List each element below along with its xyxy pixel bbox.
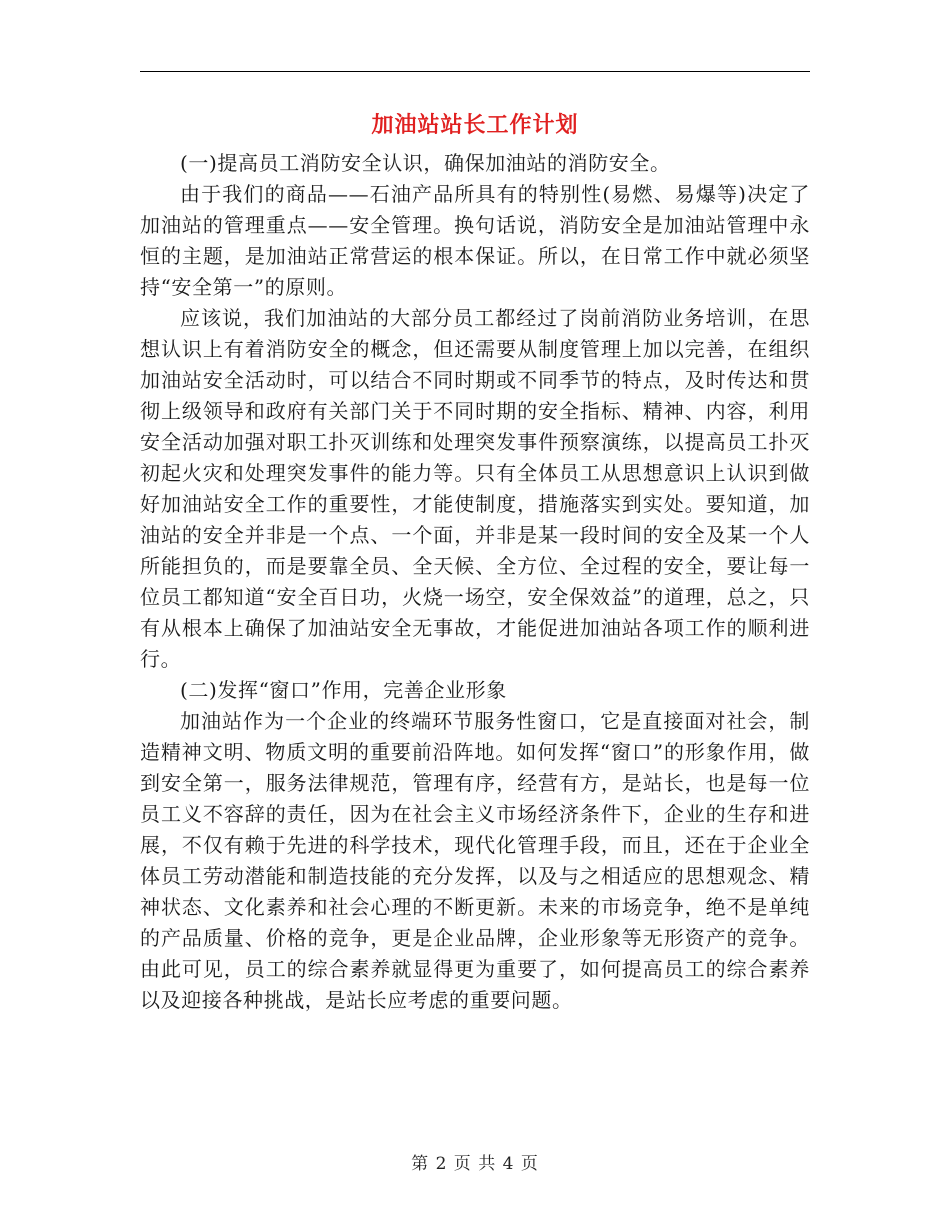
paragraph-section-2-heading: (二)发挥“窗口”作用，完善企业形象 xyxy=(180,678,507,702)
document-body xyxy=(140,148,810,1016)
paragraph-section-1-heading: (一)提高员工消防安全认识，确保加油站的消防安全。 xyxy=(180,151,671,175)
header-rule xyxy=(140,71,810,72)
paragraph-fire-safety-importance: 由于我们的商品——石油产品所具有的特别性(易燃、易爆等)决定了加油站的管理重点——安全管理。换句话说，消防安全是加油站管理中永恒的主题，是加油站正常营运的根本保证。所以，在日常工作中就必须坚持“安全第一”的原则。 xyxy=(140,182,810,299)
document-title: 加油站站长工作计划 xyxy=(371,112,579,138)
paragraph-window-role: 加油站作为一个企业的终端环节服务性窗口，它是直接面对社会，制造精神文明、物质文明的重要前沿阵地。如何发挥“窗口”的形象作用，做到安全第一，服务法律规范，管理有序，经营有方，是站长，也是每一位员工义不容辞的责任，因为在社会主义市场经济条件下，企业的生存和进展，不仅有赖于先进的科学技术，现代化管理手段，而且，还在于企业全体员工劳动潜能和制造技能的充分发挥，以及与之相适应的思想观念、精神状态、文化素养和社会心理的不断更新。未来的市场竞争，绝不是单纯的产品质量、价格的竞争，更是企业品牌，企业形象等无形资产的竞争。由此可见，员工的综合素养就显得更为重要了，如何提高员工的综合素养以及迎接各种挑战，是站长应考虑的重要问题。 xyxy=(140,709,810,1012)
paragraph-fire-safety-training: 应该说，我们加油站的大部分员工都经过了岗前消防业务培训，在思想认识上有着消防安全的概念，但还需要从制度管理上加以完善，在组织加油站安全活动时，可以结合不同时期或不同季节的特点，及时传达和贯彻上级领导和政府有关部门关于不同时期的安全指标、精神、内容，利用安全活动加强对职工扑灭训练和处理突发事件预察演练，以提高员工扑灭初起火灾和处理突发事件的能力等。只有全体员工从思想意识上认识到做好加油站安全工作的重要性，才能使制度，措施落实到实处。要知道，加油站的安全并非是一个点、一个面，并非是某一段时间的安全及某一个人所能担负的，而是要靠全员、全天候、全方位、全过程的安全，要让每一位员工都知道“安全百日功，火烧一场空，安全保效益”的道理，总之，只有从根本上确保了加油站安全无事故，才能促进加油站各项工作的顺利进行。 xyxy=(140,306,810,671)
page-number-footer: 第 2 页 共 4 页 xyxy=(411,1154,539,1174)
